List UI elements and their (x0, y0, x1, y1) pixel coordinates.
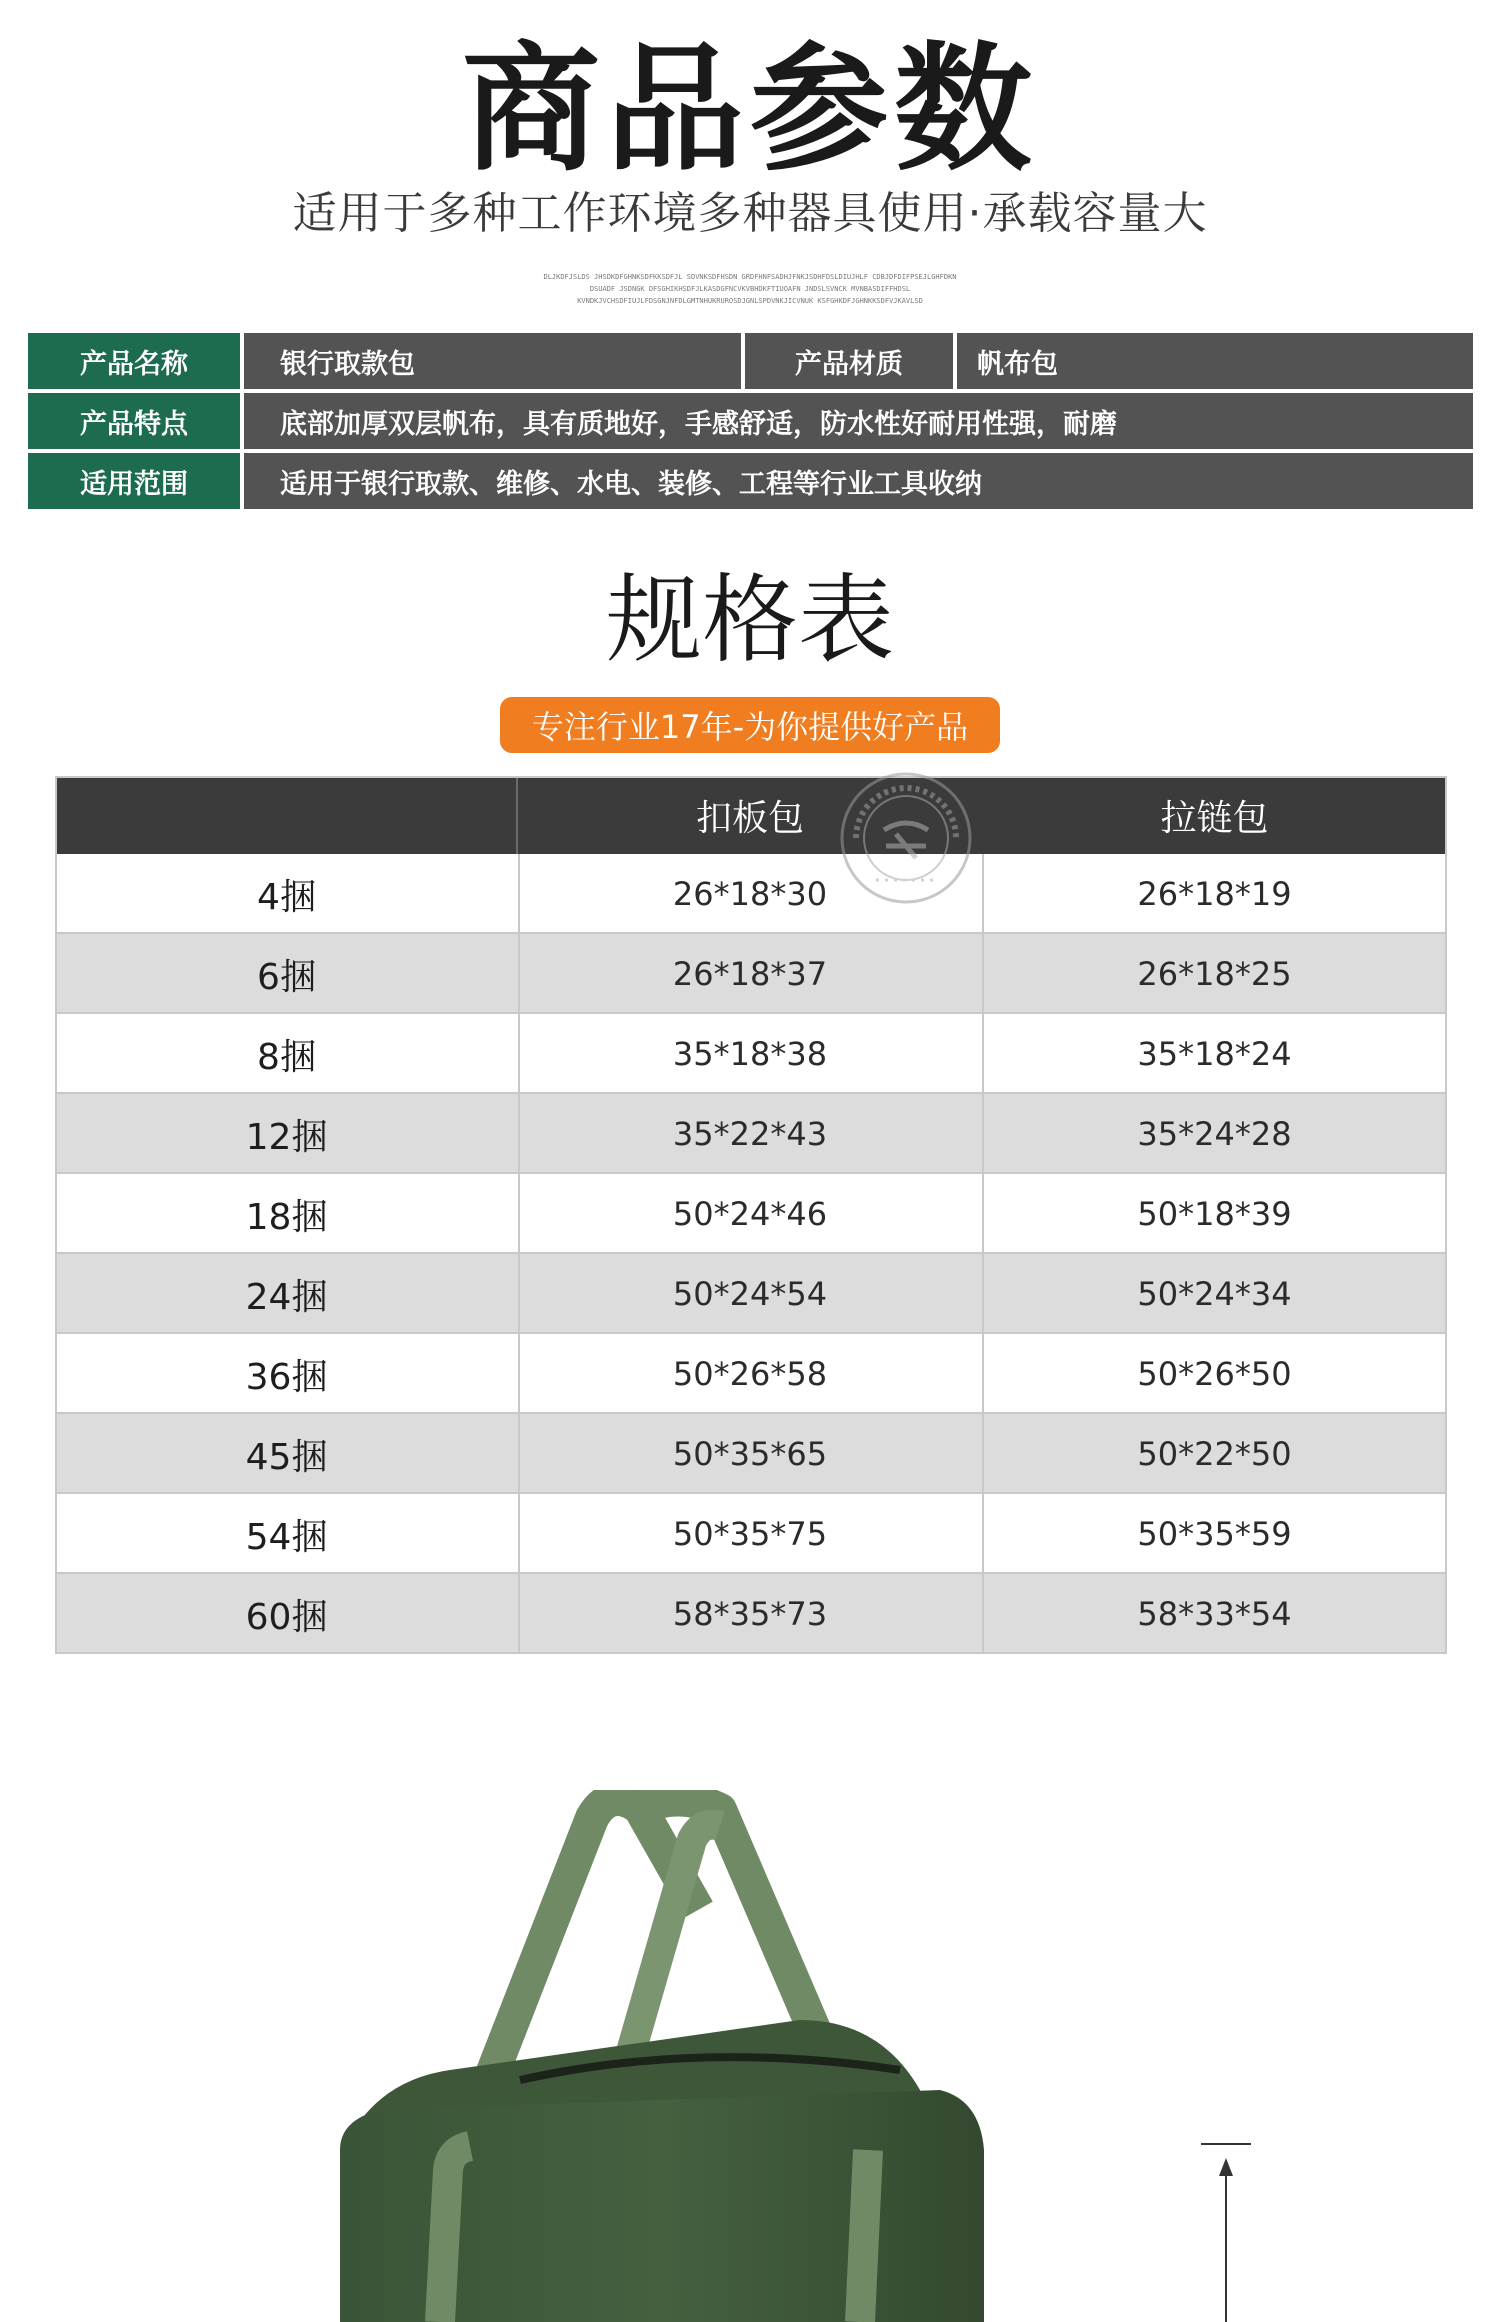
capacity-cell: 8捆 (257, 1036, 316, 1078)
zipper-bag-size-cell: 50*35*59 (1137, 1515, 1292, 1553)
zipper-bag-size-cell: 35*18*24 (1137, 1035, 1292, 1073)
params-row (28, 453, 1473, 509)
zipper-bag-size-cell: 50*26*50 (1137, 1355, 1292, 1393)
flap-bag-size-cell: 50*24*54 (672, 1275, 828, 1313)
table-row (55, 1174, 1447, 1254)
zipper-bag-size-cell: 35*24*28 (1137, 1115, 1292, 1153)
param-value: 帆布包 (957, 333, 1473, 389)
watermark-stamp-icon (836, 768, 976, 908)
flap-bag-size-cell: 35*18*38 (672, 1035, 828, 1073)
table-row (55, 1334, 1447, 1414)
param-value: 银行取款包 (244, 333, 741, 389)
param-label: 产品特点 (28, 393, 240, 449)
zipper-bag-size-cell: 50*24*34 (1137, 1275, 1292, 1313)
flap-bag-size-cell: 50*26*58 (672, 1355, 828, 1393)
decorative-text-line: KVNDKJVCHSDFIUJLFDSGNJNFDLGMTNHUKRUROSDJGNLSPDVNKJICVNUK KSFGHKDFJGHNKKSDFVJKAVLSD (577, 297, 923, 305)
capacity-cell: 24捆 (245, 1276, 328, 1318)
flap-bag-size-cell: 35*22*43 (672, 1115, 828, 1153)
capacity-cell: 18捆 (245, 1196, 328, 1238)
param-label: 产品材质 (745, 333, 953, 389)
zipper-bag-size-cell: 58*33*54 (1137, 1595, 1292, 1633)
param-label: 适用范围 (28, 453, 240, 509)
column-divider (518, 854, 520, 1654)
table-row (55, 1094, 1447, 1174)
table-row (55, 1574, 1447, 1654)
bag-photo (320, 1790, 1120, 2322)
table-row (55, 934, 1447, 1014)
flap-bag-size-cell: 26*18*30 (672, 875, 828, 913)
param-label: 产品名称 (28, 333, 240, 389)
capacity-cell: 45捆 (245, 1436, 328, 1478)
zipper-bag-size-cell: 50*22*50 (1137, 1435, 1292, 1473)
decorative-text-line: DLJKDFJSLDS JHSDKDFGHNKSDFKKSDFJL SDVNKSDFHSDN GRDFHNFSADHJFNKJSDHFDSLDIUJHLF CDBJDFDIFPSEJLGHFDKN (543, 273, 957, 281)
zipper-bag-size-cell: 50*18*39 (1137, 1195, 1292, 1233)
spec-header-cell: 拉链包 (1160, 797, 1269, 839)
capacity-cell: 4捆 (257, 876, 316, 918)
slogan-badge: 专注行业17年-为你提供好产品 (500, 697, 1000, 753)
capacity-cell: 6捆 (257, 956, 316, 998)
product-params-table (28, 333, 1473, 509)
capacity-cell: 36捆 (245, 1356, 328, 1398)
spec-header-row (55, 776, 1447, 854)
spec-title: 规格表 (606, 564, 894, 676)
table-row (55, 1014, 1447, 1094)
zipper-bag-size-cell: 26*18*25 (1137, 955, 1292, 993)
table-row (55, 1254, 1447, 1334)
params-row (28, 393, 1473, 449)
spec-header-cell (55, 776, 518, 854)
params-row (28, 333, 1473, 389)
flap-bag-size-cell: 26*18*37 (672, 955, 828, 993)
param-value: 适用于银行取款、维修、水电、装修、工程等行业工具收纳 (244, 453, 1473, 509)
flap-bag-size-cell: 50*24*46 (672, 1195, 828, 1233)
capacity-cell: 54捆 (245, 1516, 328, 1558)
table-row (55, 1494, 1447, 1574)
spec-header-cell: 扣板包 (695, 797, 804, 839)
dimension-arrow-icon (1195, 2140, 1255, 2322)
table-row (55, 1414, 1447, 1494)
param-value: 底部加厚双层帆布，具有质地好，手感舒适，防水性好耐用性强，耐磨 (244, 393, 1473, 449)
page-subtitle: 适用于多种工作环境多种器具使用·承载容量大 (292, 188, 1208, 239)
decorative-text-line: DSUADF JSDNGK DFSGHIKHSDFJLKASDGFNCVKVBHDKFTIUOAFN JNDSLSVNCK MVNBASDIFFHDSL (589, 285, 911, 293)
table-row (55, 854, 1447, 934)
column-divider (982, 854, 984, 1654)
capacity-cell: 60捆 (245, 1596, 328, 1638)
capacity-cell: 12捆 (245, 1116, 328, 1158)
flap-bag-size-cell: 50*35*75 (672, 1515, 828, 1553)
flap-bag-size-cell: 58*35*73 (672, 1595, 828, 1633)
flap-bag-size-cell: 50*35*65 (672, 1435, 828, 1473)
zipper-bag-size-cell: 26*18*19 (1137, 875, 1292, 913)
page-title: 商品参数 (461, 29, 1038, 190)
